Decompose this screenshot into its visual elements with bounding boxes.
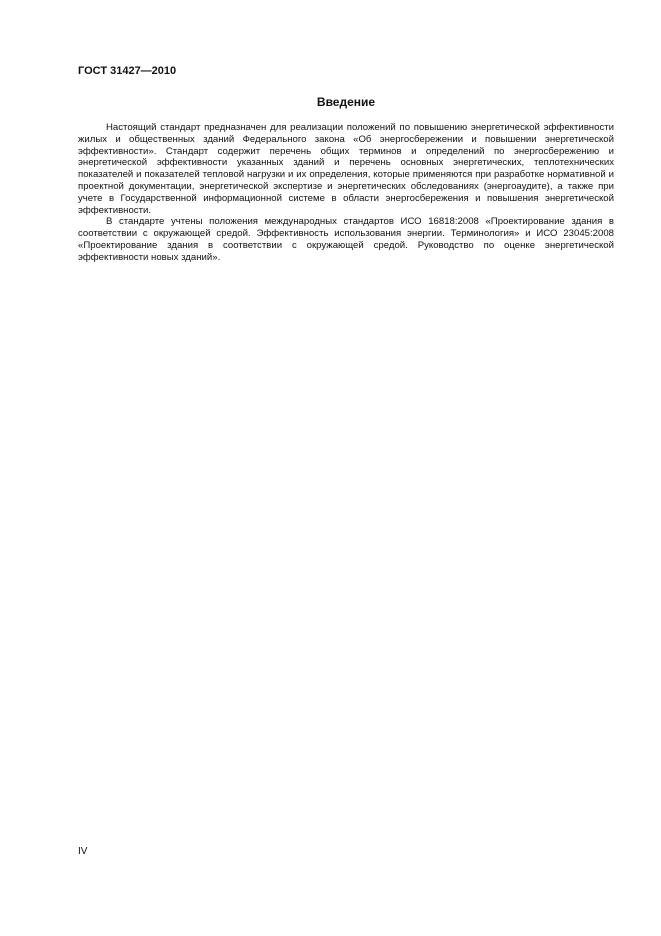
page-number: IV — [78, 846, 88, 857]
paragraph: Настоящий стандарт предназначен для реализации положений по повышению энергетической эффективности жилых и общественных зданий Федерального закона «Об энергосбережении и повышении энергетической эффективности». Стандарт содержит перечень общих терминов и определений по энергосбережению и энергетической эффективности указанных зданий и перечень основных энергетических, теплотехнических показателей и показателей тепловой нагрузки и их определения, которые применяются при разработке нормативной и проектной документации, энергетической экспертизе и энергетических обследованиях (энергоаудите), а также при учете в Государственной информационной системе в области энергосбережения и повышения энергетической эффективности. — [78, 122, 614, 216]
body-text — [78, 122, 614, 264]
paragraph: В стандарте учтены положения международных стандартов ИСО 16818:2008 «Проектирование здания в соответствии с окружающей средой. Эффективность использования энергии. Терминология» и ИСО 23045:2008 «Проектирование здания в соответствии с окружающей средой. Руководство по оценке энергетической эффективности новых зданий». — [78, 216, 614, 263]
document-header: ГОСТ 31427—2010 — [78, 65, 177, 77]
section-title: Введение — [316, 95, 376, 109]
